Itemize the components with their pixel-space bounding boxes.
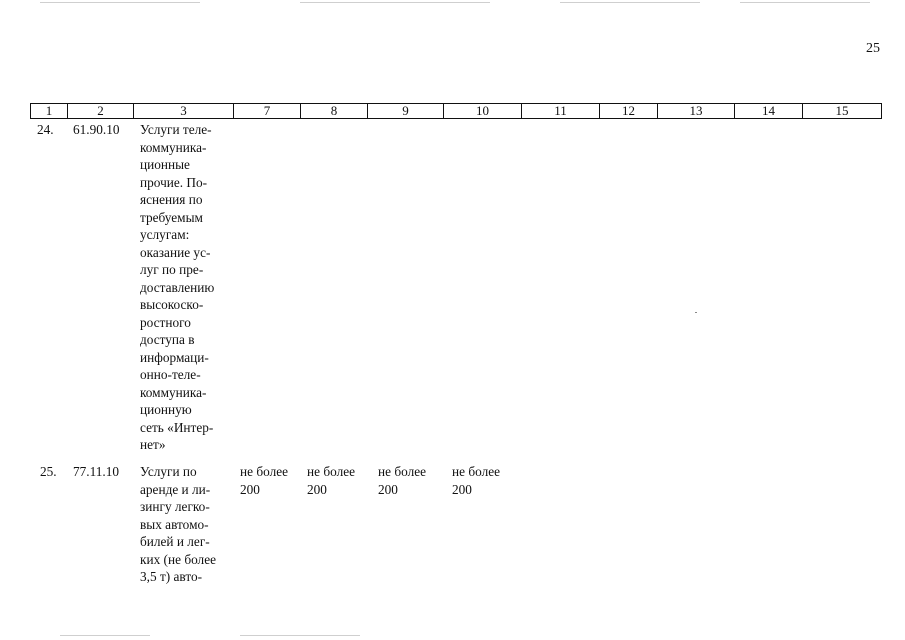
description-line: зингу легко- xyxy=(140,499,210,514)
header-cell: 8 xyxy=(301,104,368,119)
description-line: луг по пре- xyxy=(140,262,204,277)
value-number: 200 xyxy=(307,481,327,497)
column-header-table xyxy=(30,103,882,119)
header-row xyxy=(31,104,882,119)
value-number: 200 xyxy=(240,481,260,497)
description-line: требуемым xyxy=(140,209,203,225)
value-cell-col8 xyxy=(307,463,369,498)
scan-artifact-top xyxy=(740,2,870,3)
header-cell: 2 xyxy=(68,104,134,119)
description-line: доставлению xyxy=(140,279,215,295)
description-line: услугам: xyxy=(140,227,190,242)
description-line: коммуника- xyxy=(140,384,207,400)
description-line: нет» xyxy=(140,437,166,452)
description-line: аренде и ли- xyxy=(140,481,211,497)
header-cell: 3 xyxy=(134,104,234,119)
header-cell: 9 xyxy=(368,104,444,119)
description-line: ционные xyxy=(140,157,190,172)
header-cell: 14 xyxy=(735,104,803,119)
value-cell-col7 xyxy=(240,463,302,498)
header-cell: 10 xyxy=(444,104,522,119)
value-limit-text: не более xyxy=(240,464,289,479)
scan-artifact-top xyxy=(300,2,490,3)
description-line: коммуника- xyxy=(140,139,207,155)
header-cell: 11 xyxy=(522,104,600,119)
service-description xyxy=(140,463,228,586)
description-line: оказание ус- xyxy=(140,244,211,260)
header-cell: 15 xyxy=(803,104,882,119)
description-line: доступа в xyxy=(140,332,195,347)
value-number: 200 xyxy=(378,481,398,497)
value-limit-text: не более xyxy=(307,464,356,479)
description-line: информаци- xyxy=(140,349,209,365)
value-limit-text: не более xyxy=(452,464,501,479)
description-line: сеть «Интер- xyxy=(140,419,214,435)
description-line: 3,5 т) авто- xyxy=(140,569,203,584)
description-line: ких (не более xyxy=(140,551,216,567)
header-cell: 12 xyxy=(600,104,658,119)
scan-artifact-top xyxy=(40,2,200,3)
description-line: ростного xyxy=(140,314,191,330)
description-line: ционную xyxy=(140,402,192,417)
row-number: 24. xyxy=(37,122,54,137)
value-limit-text: не более xyxy=(378,464,427,479)
scan-speck xyxy=(695,312,697,313)
value-cell-col10 xyxy=(452,463,514,498)
scan-artifact-bottom xyxy=(60,635,150,636)
description-line: билей и лег- xyxy=(140,534,210,549)
description-line: вых автомо- xyxy=(140,516,209,532)
description-line: высокоско- xyxy=(140,297,204,312)
okpd-code: 77.11.10 xyxy=(73,464,120,479)
scan-artifact-bottom xyxy=(240,635,360,636)
row-number: 25. xyxy=(40,464,57,479)
page-number: 25 xyxy=(866,41,880,56)
scan-artifact-top xyxy=(560,2,700,3)
header-cell: 7 xyxy=(234,104,301,119)
value-cell-col9 xyxy=(378,463,440,498)
description-line: яснения по xyxy=(140,192,203,207)
description-line: Услуги по xyxy=(140,464,197,479)
description-line: онно-теле- xyxy=(140,367,201,382)
value-number: 200 xyxy=(452,481,472,497)
description-line: прочие. По- xyxy=(140,174,208,190)
header-cell: 1 xyxy=(31,104,68,119)
service-description xyxy=(140,121,228,454)
header-cell: 13 xyxy=(658,104,735,119)
okpd-code: 61.90.10 xyxy=(73,122,120,137)
description-line: Услуги теле- xyxy=(140,122,212,137)
